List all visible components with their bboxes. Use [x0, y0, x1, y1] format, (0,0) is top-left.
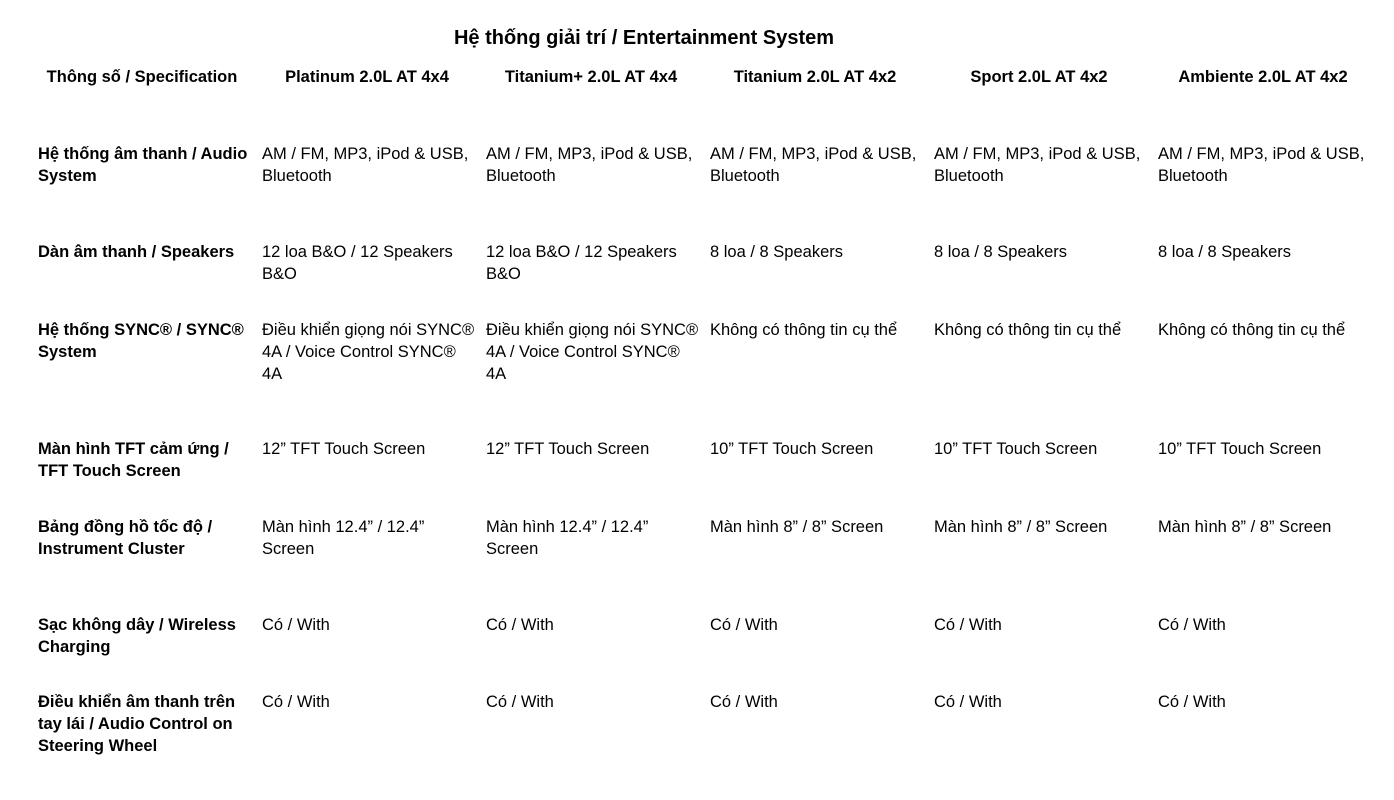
table-cell: Có / With — [262, 616, 330, 634]
table-cell: AM / FM, MP3, iPod & USB, Bluetooth — [486, 145, 693, 185]
row-label-sync-system: Hệ thống SYNC® / SYNC® System — [38, 321, 244, 361]
table-cell: Không có thông tin cụ thể — [1158, 321, 1346, 339]
table-cell: 10” TFT Touch Screen — [710, 440, 874, 458]
header-specification: Thông số / Specification — [46, 68, 238, 86]
row-label-touch-screen: Màn hình TFT cảm ứng / TFT Touch Screen — [38, 440, 229, 480]
table-cell: 12 loa B&O / 12 Speakers B&O — [262, 243, 453, 283]
table-cell: AM / FM, MP3, iPod & USB, Bluetooth — [262, 145, 469, 185]
table-cell: Có / With — [710, 616, 778, 634]
header-sport: Sport 2.0L AT 4x2 — [970, 68, 1108, 86]
header-ambiente: Ambiente 2.0L AT 4x2 — [1178, 68, 1348, 86]
table-cell: Có / With — [934, 616, 1002, 634]
table-cell: Có / With — [262, 693, 330, 711]
table-cell: Không có thông tin cụ thể — [934, 321, 1122, 339]
table-cell: Có / With — [486, 693, 554, 711]
table-cell: AM / FM, MP3, iPod & USB, Bluetooth — [1158, 145, 1365, 185]
table-cell: 12” TFT Touch Screen — [486, 440, 650, 458]
table-cell: 8 loa / 8 Speakers — [710, 243, 843, 261]
table-cell: Màn hình 8” / 8” Screen — [710, 518, 884, 536]
table-cell: Có / With — [934, 693, 1002, 711]
table-cell: Màn hình 12.4” / 12.4” Screen — [486, 518, 649, 558]
table-cell: Điều khiển giọng nói SYNC® 4A / Voice Control SYNC® 4A — [262, 321, 475, 383]
table-cell: Có / With — [1158, 616, 1226, 634]
table-cell: Có / With — [1158, 693, 1226, 711]
table-cell: 12 loa B&O / 12 Speakers B&O — [486, 243, 677, 283]
table-cell: Có / With — [486, 616, 554, 634]
row-label-instrument-cluster: Bảng đồng hồ tốc độ / Instrument Cluster — [38, 518, 213, 558]
header-titanium-plus: Titanium+ 2.0L AT 4x4 — [504, 68, 678, 86]
header-titanium: Titanium 2.0L AT 4x2 — [733, 68, 897, 86]
table-cell: AM / FM, MP3, iPod & USB, Bluetooth — [710, 145, 917, 185]
table-cell: 10” TFT Touch Screen — [934, 440, 1098, 458]
table-cell: Điều khiển giọng nói SYNC® 4A / Voice Control SYNC® 4A — [486, 321, 699, 383]
table-cell: 10” TFT Touch Screen — [1158, 440, 1322, 458]
table-cell: 8 loa / 8 Speakers — [934, 243, 1067, 261]
table-cell: Màn hình 8” / 8” Screen — [1158, 518, 1332, 536]
table-cell: 12” TFT Touch Screen — [262, 440, 426, 458]
row-label-audio-system: Hệ thống âm thanh / Audio System — [38, 145, 248, 185]
table-cell: Màn hình 12.4” / 12.4” Screen — [262, 518, 425, 558]
table-cell: Có / With — [710, 693, 778, 711]
page-title: Hệ thống giải trí / Entertainment System — [453, 27, 835, 49]
table-cell: Không có thông tin cụ thể — [710, 321, 898, 339]
row-label-wireless-charging: Sạc không dây / Wireless Charging — [38, 616, 236, 656]
row-label-steering-audio-control: Điều khiển âm thanh trên tay lái / Audio Control on Steering Wheel — [38, 693, 236, 755]
row-label-speakers: Dàn âm thanh / Speakers — [38, 243, 235, 261]
header-platinum: Platinum 2.0L AT 4x4 — [285, 68, 449, 86]
table-cell: AM / FM, MP3, iPod & USB, Bluetooth — [934, 145, 1141, 185]
table-cell: 8 loa / 8 Speakers — [1158, 243, 1291, 261]
table-cell: Màn hình 8” / 8” Screen — [934, 518, 1108, 536]
